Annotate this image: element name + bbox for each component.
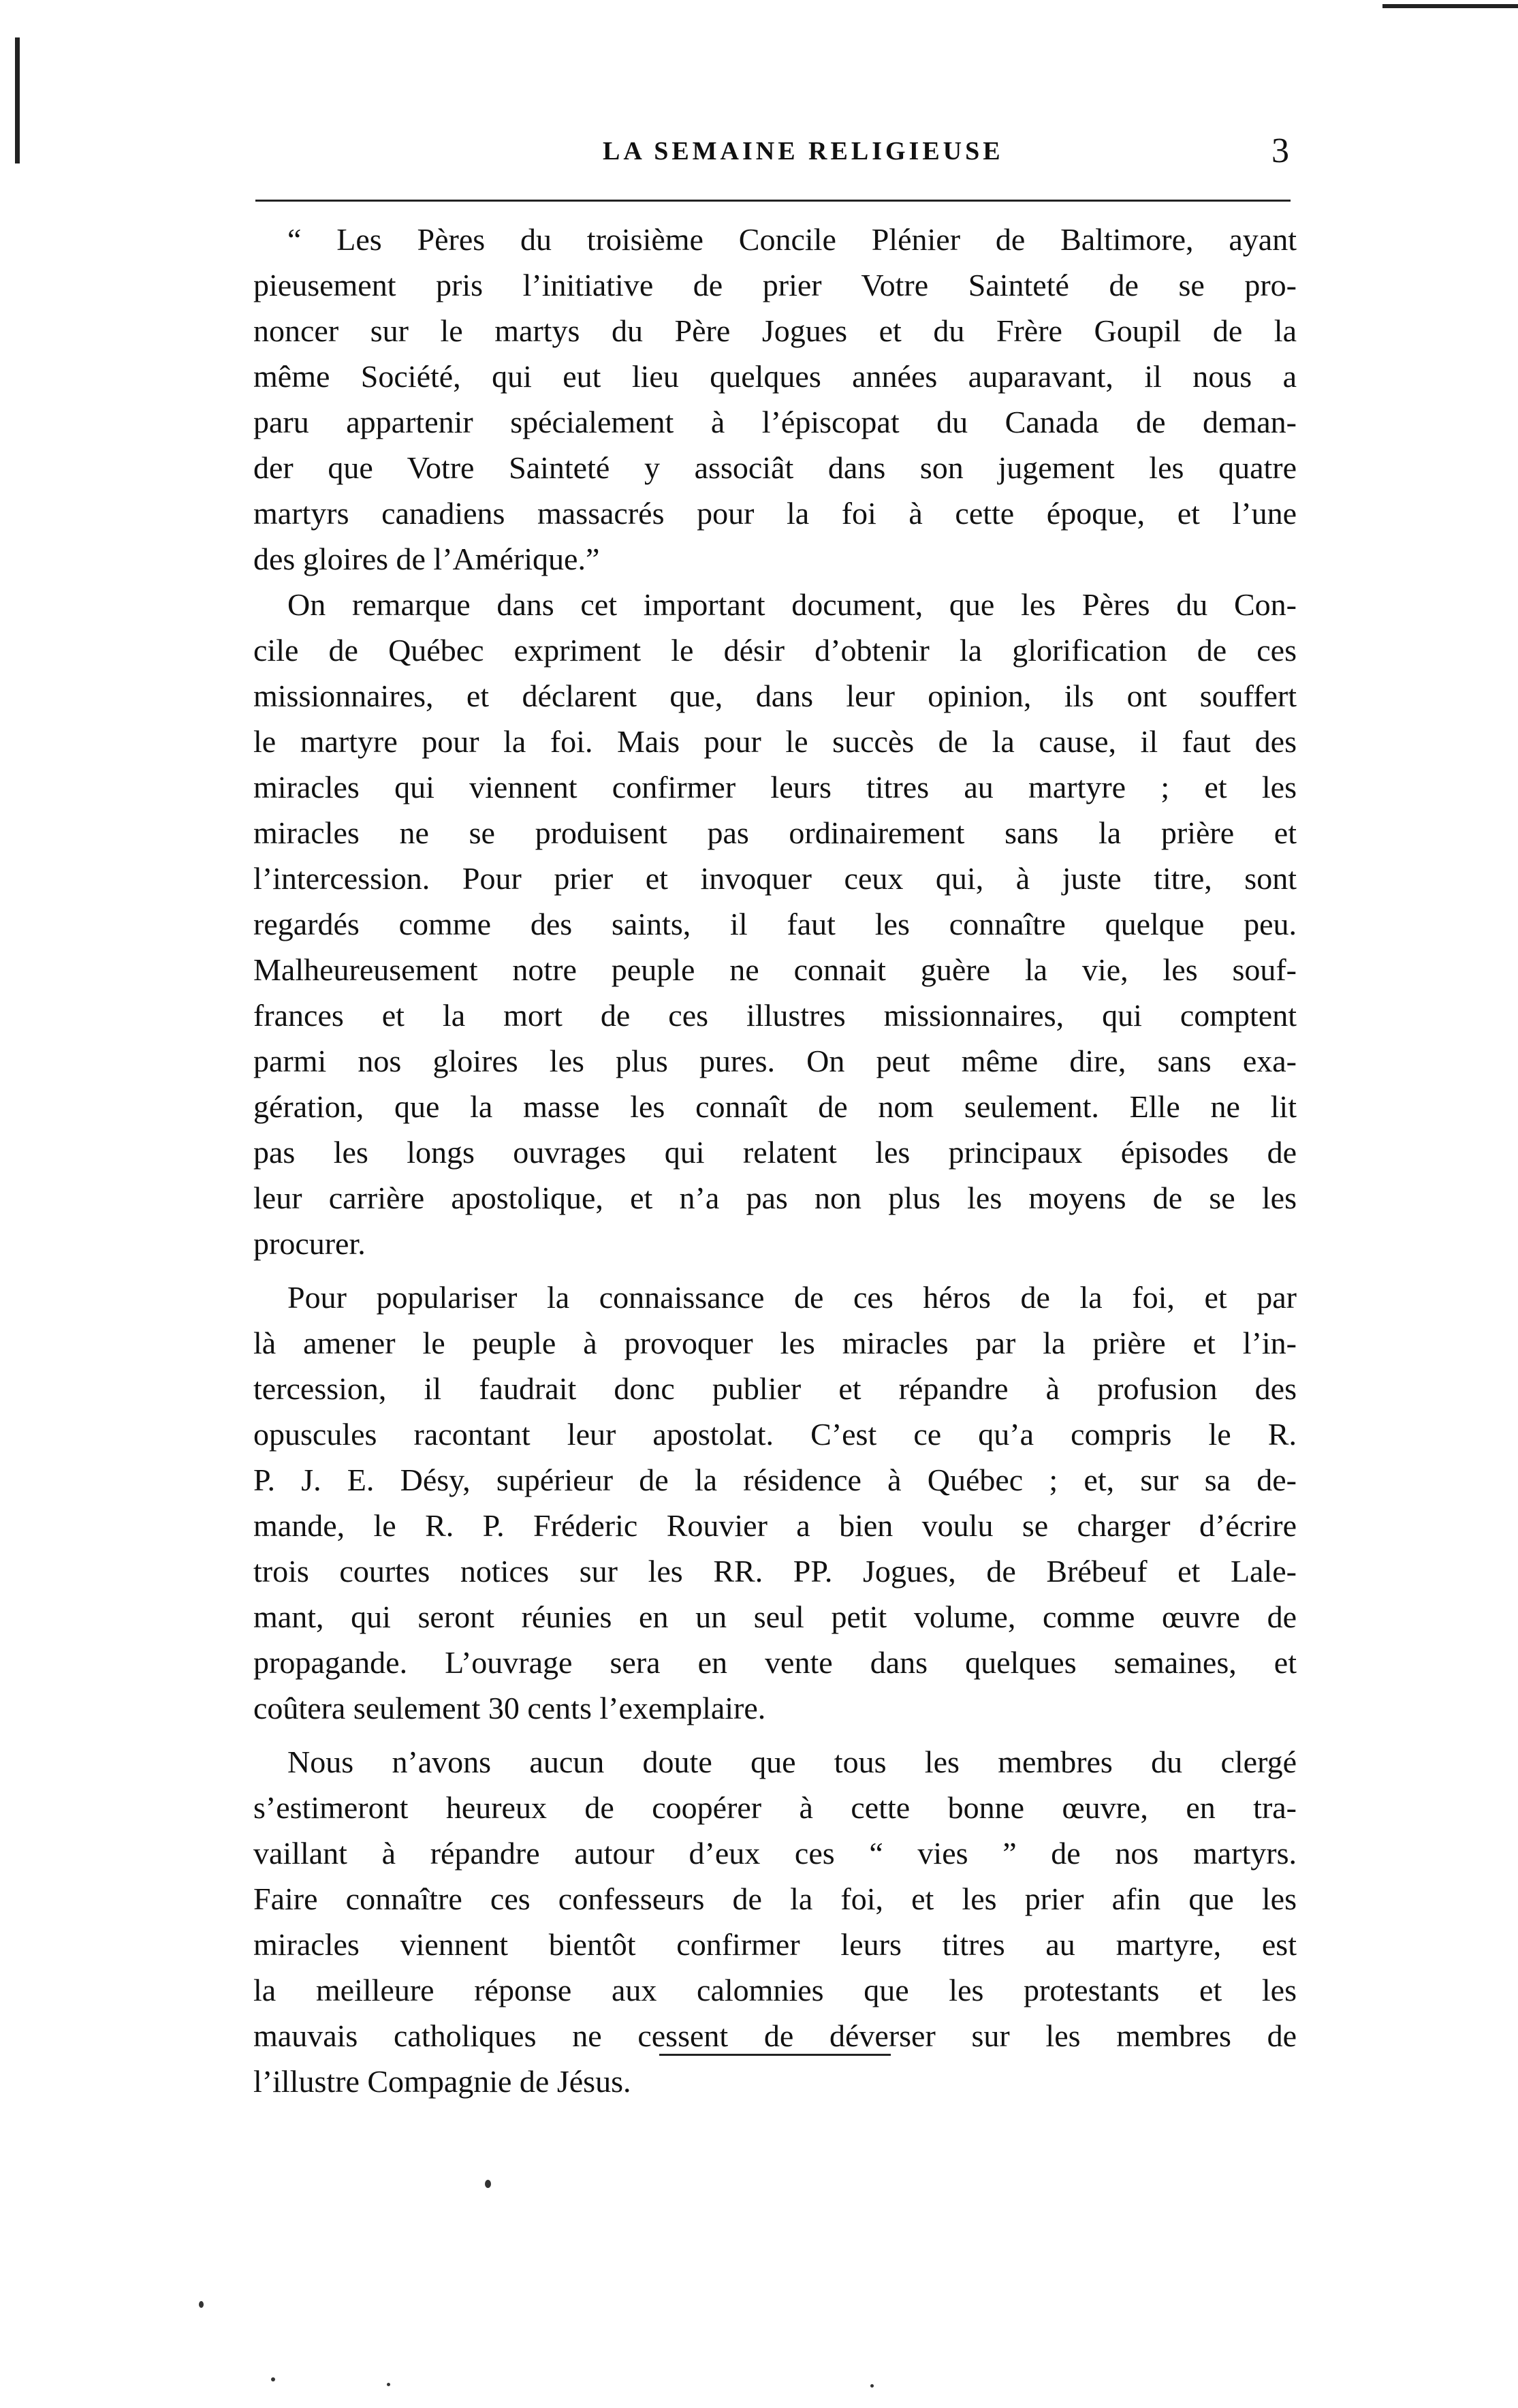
text-line: der que Votre Sainteté y associât dans son jugement les quatre	[253, 450, 1297, 485]
text-line: l’intercession. Pour prier et invoquer ceux qui, à juste titre, sont	[253, 861, 1297, 896]
text-line: l’illustre Compagnie de Jésus.	[253, 2064, 631, 2099]
ink-speck	[271, 2377, 275, 2381]
text-line: cile de Québec expriment le désir d’obtenir la glorification de ces	[253, 633, 1297, 668]
text-line: la meilleure réponse aux calomnies que les protestants et les	[253, 1973, 1297, 2007]
text-line: mant, qui seront réunies en un seul petit volume, comme œuvre de	[253, 1599, 1297, 1634]
text-line: propagande. L’ouvrage sera en vente dans quelques semaines, et	[253, 1645, 1297, 1680]
text-line: paru appartenir spécialement à l’épiscopat du Canada de deman-	[253, 405, 1297, 439]
ink-speck	[387, 2383, 390, 2386]
page-number: 3	[1271, 131, 1289, 170]
text-line: leur carrière apostolique, et n’a pas non plus les moyens de se les	[253, 1180, 1297, 1215]
text-line: même Société, qui eut lieu quelques années auparavant, il nous a	[253, 359, 1297, 394]
text-line: gération, que la masse les connaît de nom seulement. Elle ne lit	[253, 1089, 1297, 1124]
text-line: martyrs canadiens massacrés pour la foi à cette époque, et l’une	[253, 496, 1297, 531]
text-line: “ Les Pères du troisième Concile Plénier de Baltimore, ayant	[287, 222, 1297, 257]
text-line: Pour populariser la connaissance de ces héros de la foi, et par	[287, 1280, 1297, 1315]
text-line: opuscules racontant leur apostolat. C’est ce qu’a compris le R.	[253, 1417, 1297, 1452]
article-body	[253, 217, 1297, 2104]
ink-speck	[485, 2180, 491, 2188]
page-header	[255, 131, 1297, 172]
text-line: mauvais catholiques ne cessent de déverser sur les membres de	[253, 2018, 1297, 2053]
text-line: miracles ne se produisent pas ordinairement sans la prière et	[253, 815, 1297, 850]
text-line: pas les longs ouvrages qui relatent les principaux épisodes de	[253, 1135, 1297, 1170]
ink-speck	[870, 2384, 874, 2388]
text-line: regardés comme des saints, il faut les connaître quelque peu.	[253, 907, 1297, 941]
text-line: coûtera seulement 30 cents l’exemplaire.	[253, 1691, 766, 1725]
text-line: parmi nos gloires les plus pures. On peut même dire, sans exa-	[253, 1044, 1297, 1078]
text-line: des gloires de l’Amérique.”	[253, 542, 600, 576]
scan-gutter-mark	[15, 37, 20, 163]
end-rule	[659, 2054, 891, 2056]
text-line: mande, le R. P. Fréderic Rouvier a bien voulu se charger d’écrire	[253, 1508, 1297, 1543]
text-line: On remarque dans cet important document, que les Pères du Con-	[287, 587, 1297, 622]
ink-speck	[199, 2301, 204, 2308]
text-line: missionnaires, et déclarent que, dans leur opinion, ils ont souffert	[253, 678, 1297, 713]
text-line: miracles qui viennent confirmer leurs titres au martyre ; et les	[253, 770, 1297, 804]
text-line: trois courtes notices sur les RR. PP. Jogues, de Brébeuf et Lale-	[253, 1554, 1297, 1589]
scan-corner-mark	[1382, 4, 1518, 8]
running-title: LA SEMAINE RELIGIEUSE	[603, 137, 1004, 166]
text-line: le martyre pour la foi. Mais pour le succès de la cause, il faut des	[253, 724, 1297, 759]
text-line: procurer.	[253, 1226, 366, 1261]
text-line: Nous n’avons aucun doute que tous les membres du clergé	[287, 1745, 1297, 1779]
text-line: pieusement pris l’initiative de prier Votre Sainteté de se pro-	[253, 268, 1297, 302]
text-line: Malheureusement notre peuple ne connait guère la vie, les souf-	[253, 952, 1297, 987]
text-line: Faire connaître ces confesseurs de la foi, et les prier afin que les	[253, 1881, 1297, 1916]
text-line: miracles viennent bientôt confirmer leurs titres au martyre, est	[253, 1927, 1297, 1962]
text-line: là amener le peuple à provoquer les miracles par la prière et l’in-	[253, 1326, 1297, 1360]
text-line: vaillant à répandre autour d’eux ces “ vies ” de nos martyrs.	[253, 1836, 1297, 1871]
text-line: P. J. E. Désy, supérieur de la résidence à Québec ; et, sur sa de-	[253, 1463, 1297, 1497]
text-line: frances et la mort de ces illustres missionnaires, qui comptent	[253, 998, 1297, 1033]
text-line: tercession, il faudrait donc publier et répandre à profusion des	[253, 1371, 1297, 1406]
text-line: noncer sur le martys du Père Jogues et du Frère Goupil de la	[253, 313, 1297, 348]
header-rule	[255, 200, 1291, 202]
text-line: s’estimeront heureux de coopérer à cette bonne œuvre, en tra-	[253, 1790, 1297, 1825]
